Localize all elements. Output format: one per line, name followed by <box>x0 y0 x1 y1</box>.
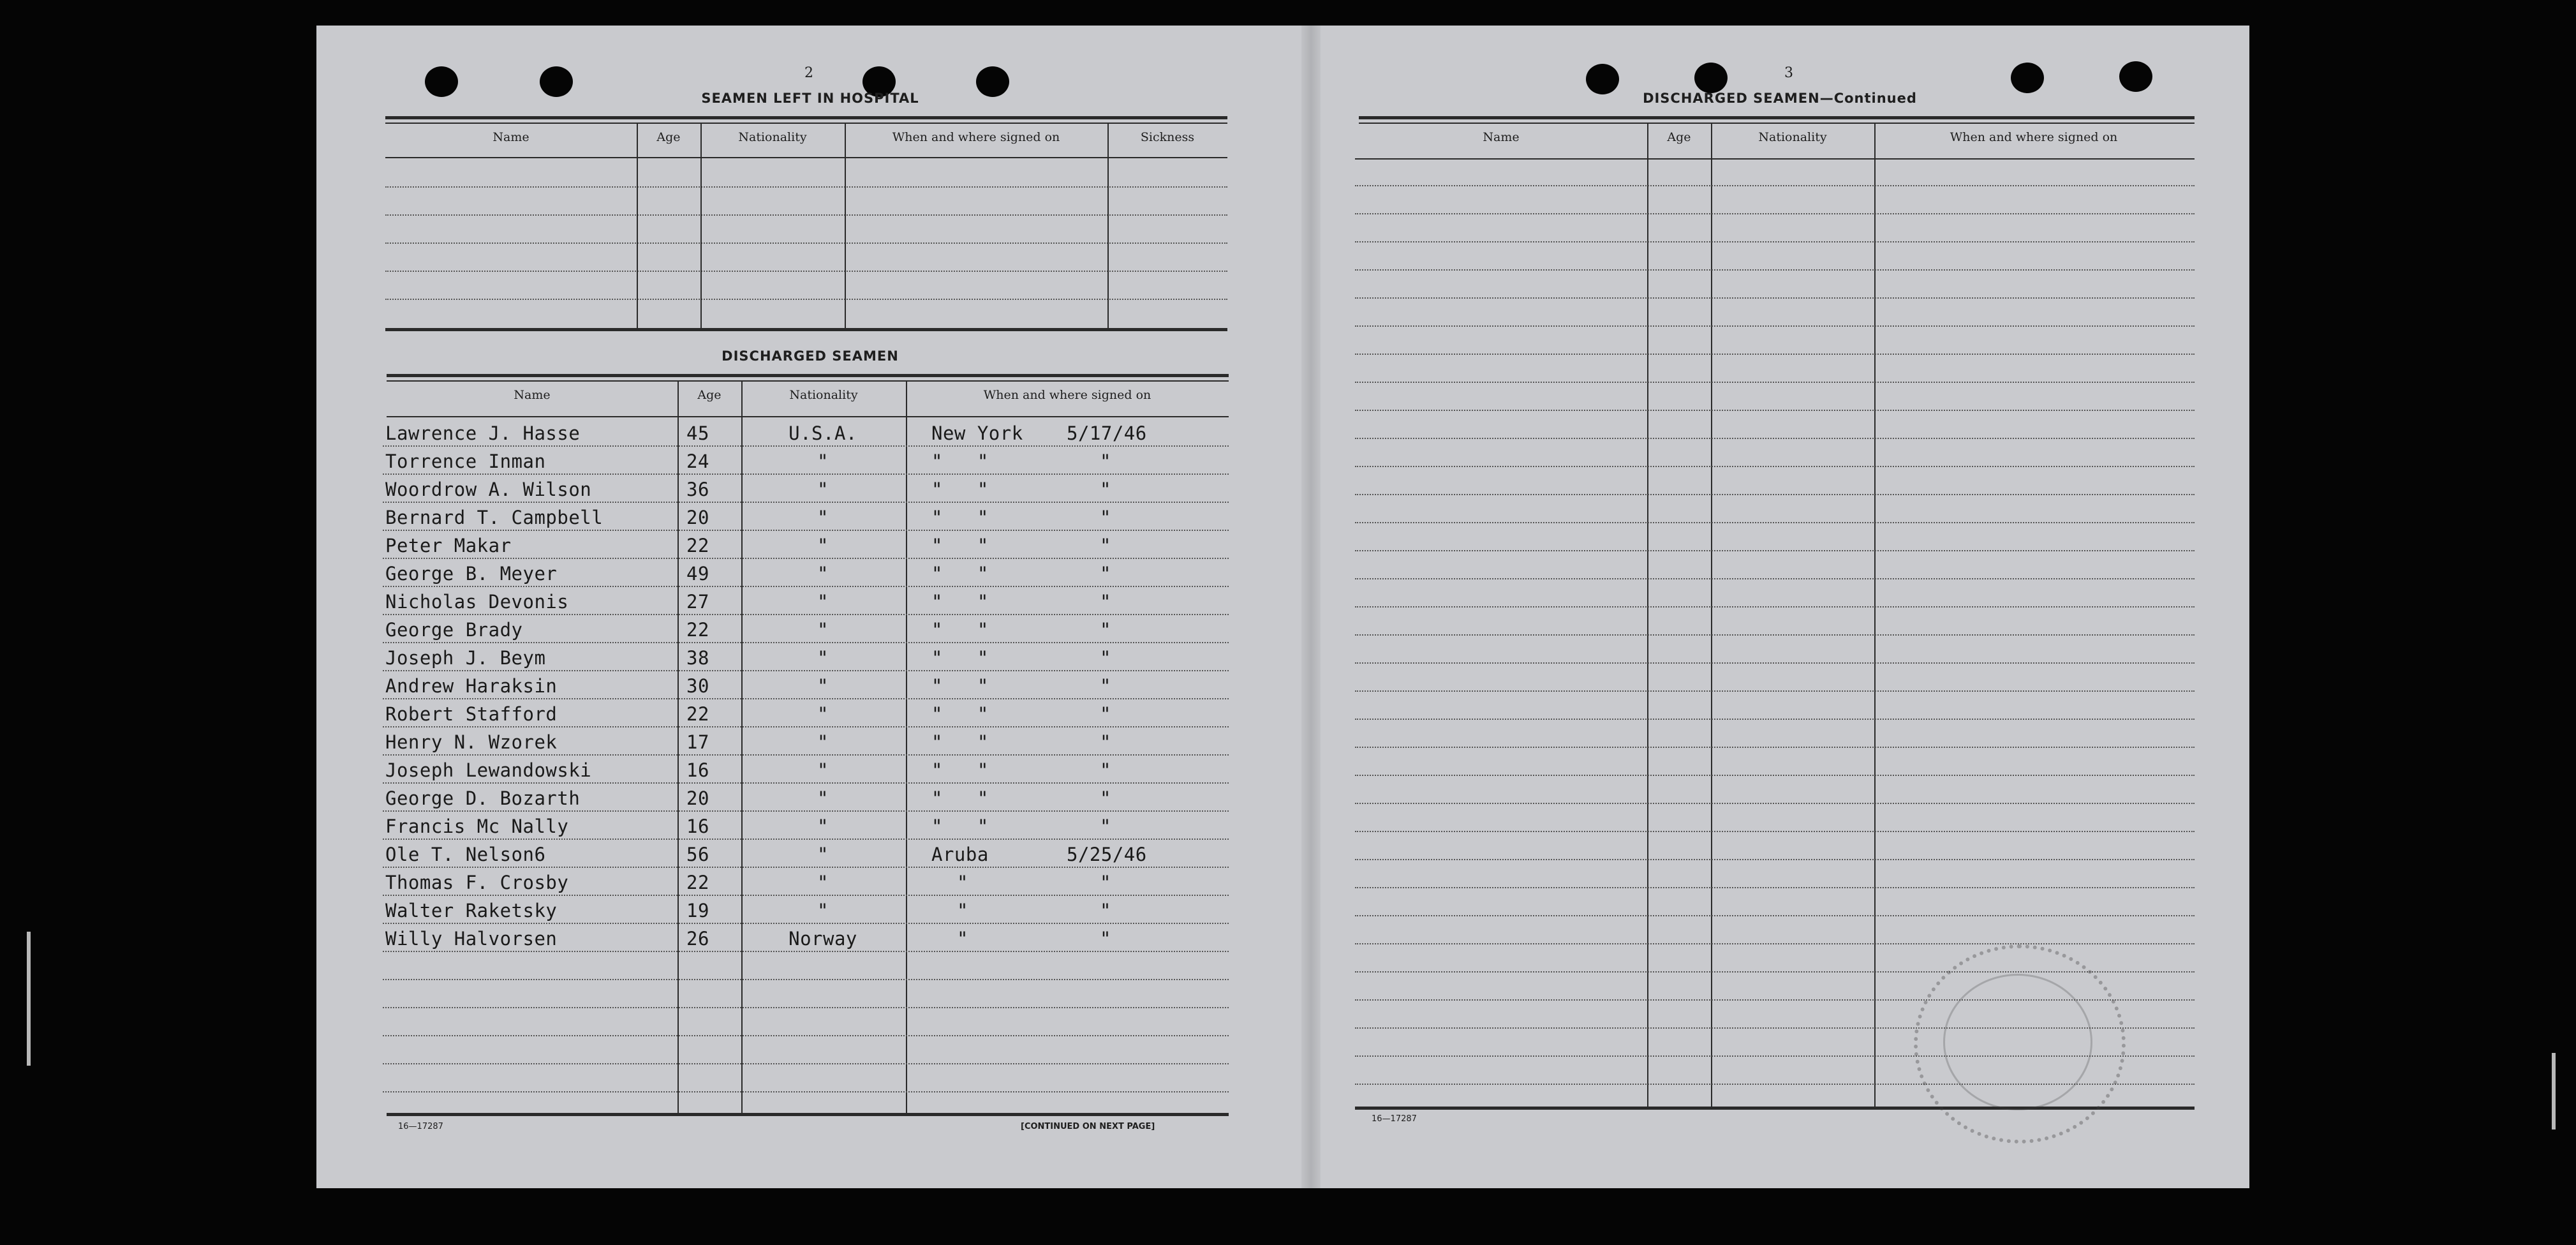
seaman-nationality: " <box>817 479 829 500</box>
seaman-age: 27 <box>686 591 709 613</box>
col-signed-on: When and where signed on <box>983 388 1151 402</box>
signed-on-place: " " <box>931 563 989 585</box>
seaman-nationality: " <box>817 535 829 556</box>
page-number: 3 <box>1784 65 1793 81</box>
signed-on-date: " <box>1100 535 1111 556</box>
signed-on-place: " " <box>931 451 989 472</box>
col-age: Age <box>656 130 681 144</box>
form-number: 16—17287 <box>398 1122 443 1131</box>
signed-on-place: " <box>957 900 968 921</box>
seaman-age: 22 <box>686 872 709 893</box>
seaman-age: 16 <box>686 759 709 781</box>
official-stamp <box>1914 944 2126 1144</box>
signed-on-place: " " <box>931 507 989 528</box>
punch-hole <box>1586 64 1619 94</box>
seaman-name: Thomas F. Crosby <box>385 872 569 893</box>
signed-on-place: " " <box>931 816 989 837</box>
signed-on-date: " <box>1100 507 1111 528</box>
page-number: 2 <box>804 65 813 81</box>
seaman-age: 49 <box>686 563 709 585</box>
seaman-nationality: Norway <box>788 928 857 950</box>
signed-on-place: " " <box>931 619 989 641</box>
hospital-heading: SEAMEN LEFT IN HOSPITAL <box>701 91 919 106</box>
seaman-age: 17 <box>686 731 709 753</box>
seaman-age: 20 <box>686 507 709 528</box>
col-sickness: Sickness <box>1140 130 1195 144</box>
col-signed-on: When and where signed on <box>1950 130 2118 144</box>
signed-on-place: " " <box>931 535 989 556</box>
signed-on-date: " <box>1100 872 1111 893</box>
continued-note: [CONTINUED ON NEXT PAGE] <box>1021 1122 1155 1131</box>
signed-on-date: " <box>1100 816 1111 837</box>
signed-on-date: " <box>1100 479 1111 500</box>
signed-on-date: 5/25/46 <box>1067 844 1147 865</box>
seaman-nationality: " <box>817 900 829 921</box>
discharged-continued-heading: DISCHARGED SEAMEN—Continued <box>1643 91 1917 106</box>
seaman-nationality: " <box>817 872 829 893</box>
seaman-nationality: " <box>817 619 829 641</box>
seaman-age: 45 <box>686 422 709 444</box>
seaman-nationality: " <box>817 759 829 781</box>
signed-on-place: " " <box>931 647 989 669</box>
seaman-nationality: " <box>817 731 829 753</box>
seaman-nationality: U.S.A. <box>788 422 857 444</box>
col-nationality: Nationality <box>1758 130 1827 144</box>
punch-hole <box>540 66 573 97</box>
signed-on-date: " <box>1100 619 1111 641</box>
col-name: Name <box>1483 130 1520 144</box>
col-age: Age <box>1667 130 1691 144</box>
signed-on-date: " <box>1100 675 1111 697</box>
seaman-age: 24 <box>686 451 709 472</box>
seaman-name: Bernard T. Campbell <box>385 507 603 528</box>
col-name: Name <box>514 388 551 402</box>
seaman-nationality: " <box>817 591 829 613</box>
scan-edge-mark <box>2552 1053 2556 1129</box>
seaman-name: Francis Mc Nally <box>385 816 569 837</box>
signed-on-date: 5/17/46 <box>1067 422 1147 444</box>
signed-on-place: " " <box>931 787 989 809</box>
seaman-name: Torrence Inman <box>385 451 546 472</box>
seaman-name: Henry N. Wzorek <box>385 731 558 753</box>
seaman-age: 16 <box>686 816 709 837</box>
discharged-heading: DISCHARGED SEAMEN <box>722 348 899 364</box>
signed-on-place: " " <box>931 703 989 725</box>
signed-on-place: " " <box>931 759 989 781</box>
seaman-age: 56 <box>686 844 709 865</box>
seaman-nationality: " <box>817 703 829 725</box>
seaman-nationality: " <box>817 675 829 697</box>
seaman-nationality: " <box>817 451 829 472</box>
signed-on-date: " <box>1100 703 1111 725</box>
seaman-name: Nicholas Devonis <box>385 591 569 613</box>
form-number: 16—17287 <box>1372 1114 1417 1124</box>
seaman-name: George D. Bozarth <box>385 787 581 809</box>
seaman-name: Walter Raketsky <box>385 900 558 921</box>
signed-on-date: " <box>1100 928 1111 950</box>
signed-on-date: " <box>1100 451 1111 472</box>
seaman-age: 22 <box>686 535 709 556</box>
col-nationality: Nationality <box>789 388 858 402</box>
signed-on-date: " <box>1100 647 1111 669</box>
seaman-nationality: " <box>817 787 829 809</box>
seaman-age: 22 <box>686 703 709 725</box>
signed-on-place: " <box>957 872 968 893</box>
seaman-nationality: " <box>817 844 829 865</box>
punch-hole <box>2119 61 2152 92</box>
seaman-age: 20 <box>686 787 709 809</box>
seaman-nationality: " <box>817 647 829 669</box>
seaman-name: Joseph Lewandowski <box>385 759 592 781</box>
seaman-nationality: " <box>817 563 829 585</box>
seaman-age: 19 <box>686 900 709 921</box>
signed-on-place: " <box>957 928 968 950</box>
signed-on-place: " " <box>931 675 989 697</box>
page-fold <box>1301 26 1321 1188</box>
seaman-age: 30 <box>686 675 709 697</box>
seaman-age: 22 <box>686 619 709 641</box>
seaman-name: Lawrence J. Hasse <box>385 422 581 444</box>
signed-on-place: Aruba <box>931 844 989 865</box>
seaman-age: 36 <box>686 479 709 500</box>
signed-on-date: " <box>1100 563 1111 585</box>
signed-on-date: " <box>1100 787 1111 809</box>
punch-hole <box>1694 63 1728 93</box>
seaman-name: Woordrow A. Wilson <box>385 479 592 500</box>
scan-edge-mark <box>27 932 31 1066</box>
seaman-nationality: " <box>817 507 829 528</box>
seaman-name: Joseph J. Beym <box>385 647 546 669</box>
signed-on-place: " " <box>931 591 989 613</box>
signed-on-date: " <box>1100 731 1111 753</box>
col-name: Name <box>492 130 529 144</box>
seaman-name: Robert Stafford <box>385 703 558 725</box>
col-nationality: Nationality <box>738 130 807 144</box>
seaman-name: Ole T. Nelson6 <box>385 844 546 865</box>
col-signed-on: When and where signed on <box>892 130 1060 144</box>
signed-on-place: " " <box>931 479 989 500</box>
seaman-name: Willy Halvorsen <box>385 928 558 950</box>
seaman-name: Andrew Haraksin <box>385 675 558 697</box>
signed-on-place: New York <box>931 422 1023 444</box>
seaman-name: Peter Makar <box>385 535 512 556</box>
seaman-name: George B. Meyer <box>385 563 558 585</box>
signed-on-date: " <box>1100 591 1111 613</box>
seaman-name: George Brady <box>385 619 523 641</box>
signed-on-date: " <box>1100 759 1111 781</box>
seaman-nationality: " <box>817 816 829 837</box>
seaman-age: 26 <box>686 928 709 950</box>
signed-on-date: " <box>1100 900 1111 921</box>
col-age: Age <box>697 388 722 402</box>
punch-hole <box>2011 63 2044 93</box>
seaman-age: 38 <box>686 647 709 669</box>
signed-on-place: " " <box>931 731 989 753</box>
punch-hole <box>425 66 458 97</box>
